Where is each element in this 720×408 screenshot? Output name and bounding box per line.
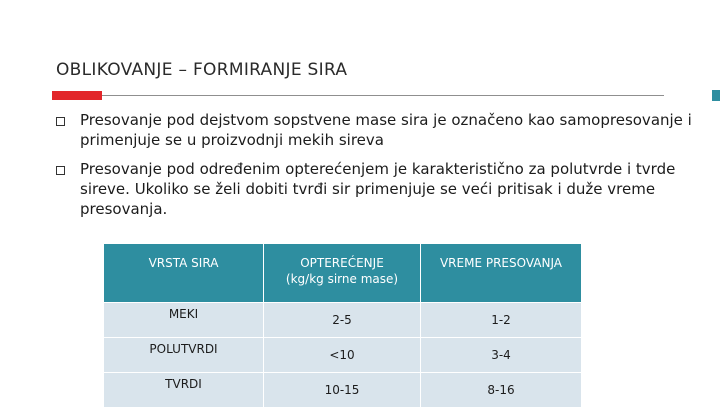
table-row — [104, 373, 582, 408]
teal-accent-block — [712, 90, 720, 101]
header-load-title: OPTEREĆENJE — [300, 256, 384, 270]
bullet-list — [56, 110, 696, 228]
title-divider — [52, 90, 720, 102]
cell-load: <10 — [264, 338, 421, 373]
red-accent-block — [52, 91, 102, 100]
bullet-item — [56, 159, 696, 219]
pressing-table — [103, 243, 582, 408]
cell-cheese-type: MEKI — [104, 303, 264, 338]
cell-time: 3-4 — [421, 338, 582, 373]
square-bullet-icon — [56, 166, 65, 175]
header-pressing-time: VREME PRESOVANJA — [421, 244, 582, 303]
header-load-unit: (kg/kg sirne mase) — [285, 272, 399, 286]
square-bullet-icon — [56, 117, 65, 126]
cell-load: 2-5 — [264, 303, 421, 338]
bullet-item — [56, 110, 696, 150]
cell-cheese-type: POLUTVRDI — [104, 338, 264, 373]
divider-line — [52, 95, 664, 96]
bullet-text: Presovanje pod dejstvom sopstvene mase sira je označeno kao samopresovanje i primenjuje se u proizvodnji mekih sireva — [80, 111, 692, 149]
cell-time: 8-16 — [421, 373, 582, 408]
slide-title: OBLIKOVANJE – FORMIRANJE SIRA — [56, 60, 348, 80]
table-row — [104, 303, 582, 338]
cell-time: 1-2 — [421, 303, 582, 338]
table-row — [104, 338, 582, 373]
table-header-row — [104, 244, 582, 303]
cell-load: 10-15 — [264, 373, 421, 408]
cell-cheese-type: TVRDI — [104, 373, 264, 408]
bullet-text: Presovanje pod određenim opterećenjem je karakteristično za polutvrde i tvrde sireve. Ukoliko se želi dobiti tvrđi sir primenjuje se veći pritisak i duže vreme presovanja. — [80, 160, 676, 218]
header-load — [264, 244, 421, 303]
header-cheese-type: VRSTA SIRA — [104, 244, 264, 303]
